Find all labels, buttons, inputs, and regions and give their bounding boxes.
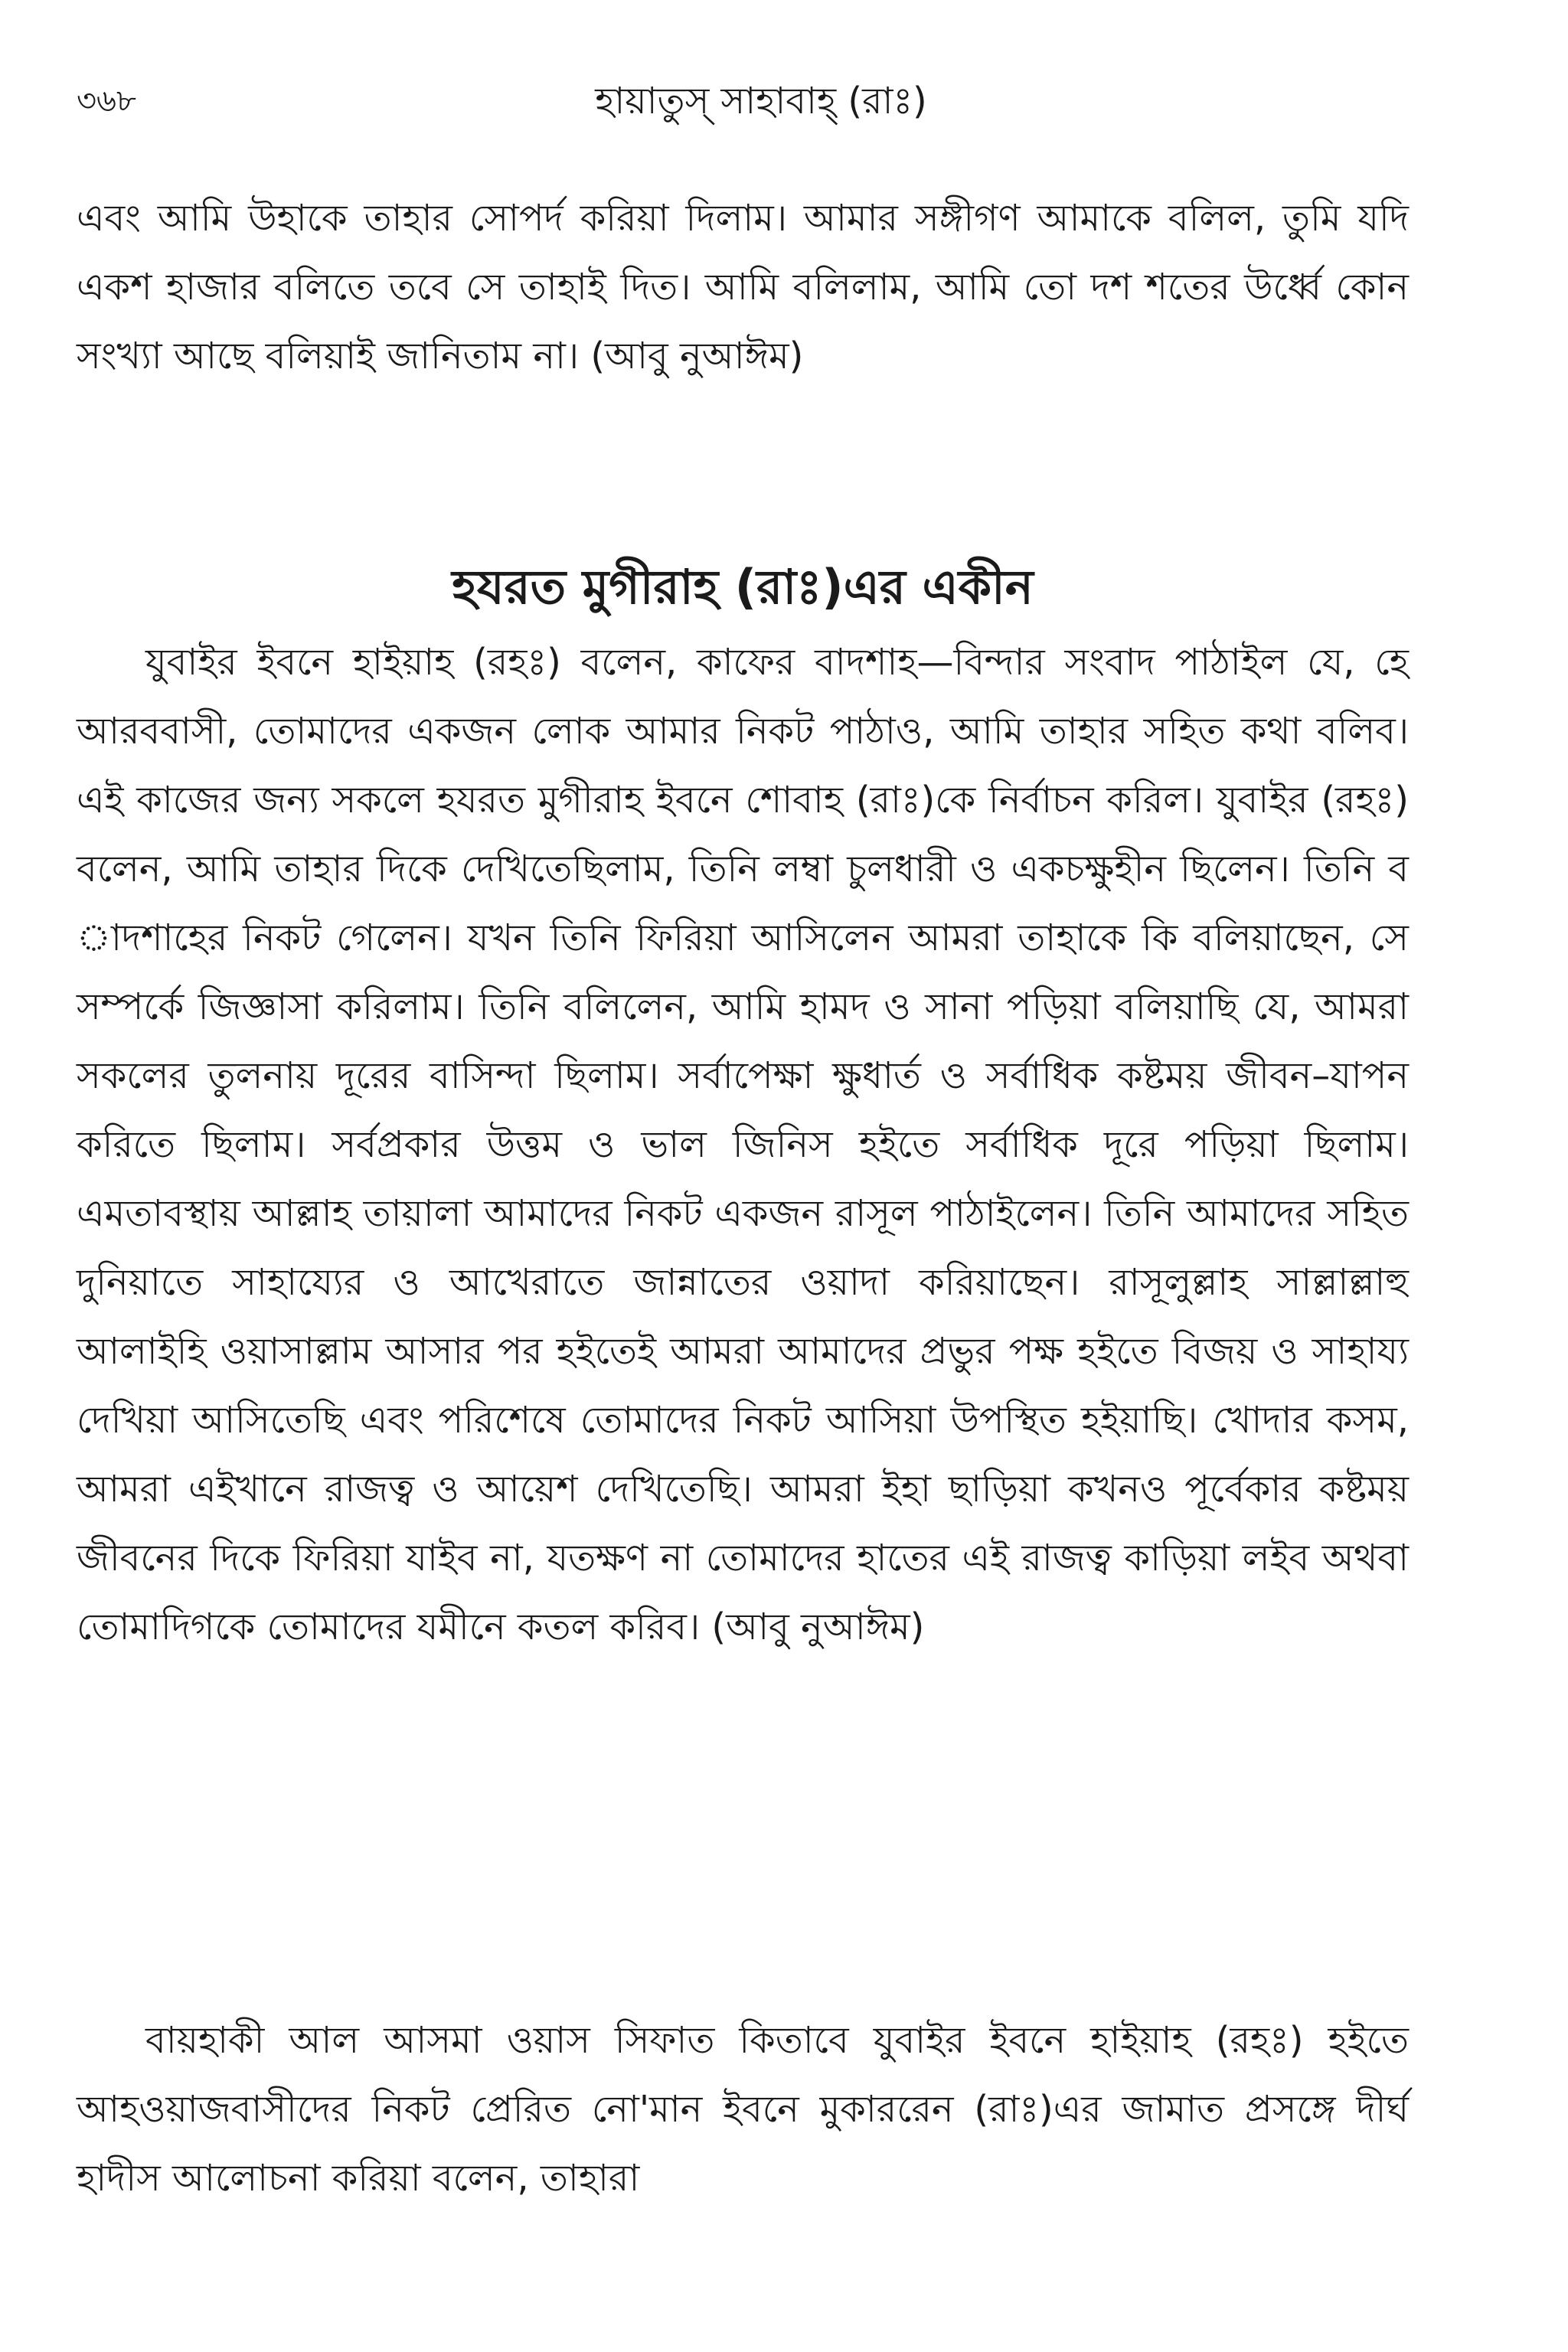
- running-title: হায়াতুস্ সাহাবাহ্ (রাঃ): [595, 80, 927, 122]
- paragraph-continued: এবং আমি উহাকে তাহার সোপর্দ করিয়া দিলাম। আমার সঙ্গীগণ আমাকে বলিল, তুমি যদি একশ হাজার বলিতে তবে সে তাহাই দিত। আমি বলিলাম, আমি তো দশ শতের উর্ধ্বে কোন সংখ্যা আছে বলিয়াই জানিতাম না। (আবু নুআঈম): [77, 197, 1409, 377]
- section-heading: হযরত মুগীরাহ (রাঃ)এর একীন: [452, 559, 1034, 615]
- running-head: [77, 70, 1446, 132]
- paragraph-next: বায়হাকী আল আসমা ওয়াস সিফাত কিতাবে যুবাইর ইবনে হাইয়াহ (রহঃ) হইতে আহওয়াজবাসীদের নিকট প্রেরিত নো'মান ইবনে মুকাররেন (রাঃ)এর জামাত প্রসঙ্গে দীর্ঘ হাদীস আলোচনা করিয়া বলেন, তাহারা: [77, 2019, 1409, 2200]
- page-number: ৩৬৮: [77, 83, 136, 119]
- paragraph-main: যুবাইর ইবনে হাইয়াহ (রহঃ) বলেন, কাফের বাদশাহ—বিন্দার সংবাদ পাঠাইল যে, হে আরববাসী, তোমাদের একজন লোক আমার নিকট পাঠাও, আমি তাহার সহিত কথা বলিব। এই কাজের জন্য সকলে হযরত মুগীরাহ ইবনে শোবাহ (রাঃ)কে নির্বাচন করিল। যুবাইর (রহঃ) বলেন, আমি তাহার দিকে দেখিতেছিলাম, তিনি লম্বা চুলধারী ও একচক্ষুহীন ছিলেন। তিনি ব াদশাহের নিকট গেলেন। যখন তিনি ফিরিয়া আসিলেন আমরা তাহাকে কি বলিয়াছেন, সে সম্পর্কে জিজ্ঞাসা করিলাম। তিনি বলিলেন, আমি হামদ ও সানা পড়িয়া বলিয়াছি যে, আমরা সকলের তুলনায় দূরের বাসিন্দা ছিলাম। সর্বাপেক্ষা ক্ষুধার্ত ও সর্বাধিক কষ্টময় জীবন–যাপন করিতে ছিলাম। সর্বপ্রকার উত্তম ও ভাল জিনিস হইতে সর্বাধিক দূরে পড়িয়া ছিলাম। এমতাবস্থায় আল্লাহ তায়ালা আমাদের নিকট একজন রাসূল পাঠাইলেন। তিনি আমাদের সহিত দুনিয়াতে সাহায্যের ও আখেরাতে জান্নাতের ওয়াদা করিয়াছেন। রাসূলুল্লাহ সাল্লাল্লাহু আলাইহি ওয়াসাল্লাম আসার পর হইতেই আমরা আমাদের প্রভুর পক্ষ হইতে বিজয় ও সাহায্য দেখিয়া আসিতেছি এবং পরিশেষে তোমাদের নিকট আসিয়া উপস্থিত হইয়াছি। খোদার কসম, আমরা এইখানে রাজত্ব ও আয়েশ দেখিতেছি। আমরা ইহা ছাড়িয়া কখনও পূর্বেকার কষ্টময় জীবনের দিকে ফিরিয়া যাইব না, যতক্ষণ না তোমাদের হাতের এই রাজত্ব কাড়িয়া লইব অথবা তোমাদিগকে তোমাদের যমীনে কতল করিব। (আবু নুআঈম): [77, 641, 1409, 1648]
